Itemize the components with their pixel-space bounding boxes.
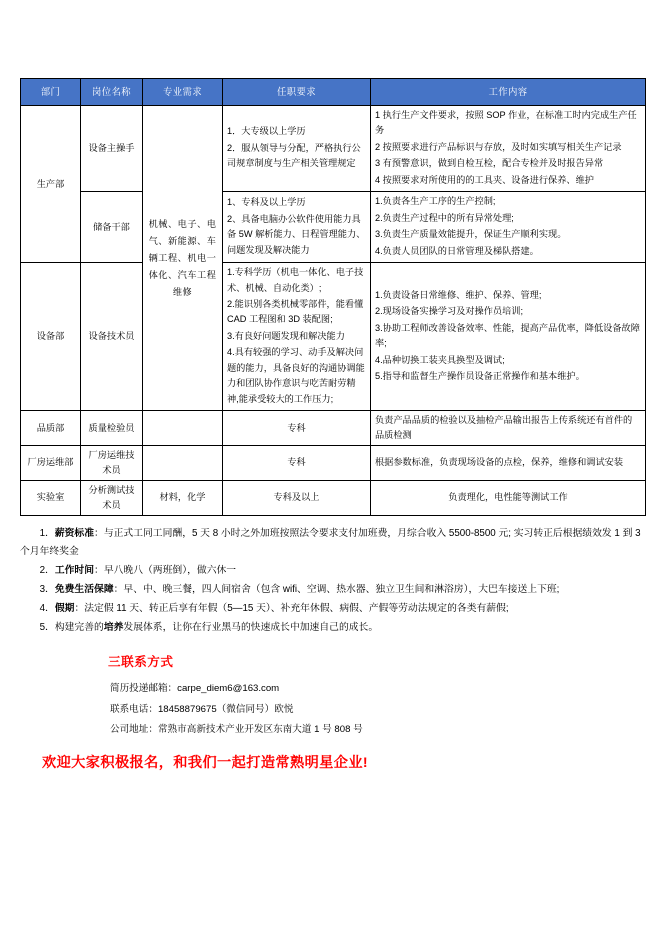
cell-major-merged: 机械、电子、电气、新能源、车辆工程、机电一体化、汽车工程维修 [143,106,223,411]
cell-duties: 负责产品品质的检验以及抽检产品输出报告上传系统还有首件的品质检测 [371,411,646,446]
benefit-label: 薪资标准 [54,527,95,539]
cell-department: 品质部 [21,411,81,446]
duty-item: 1.负责各生产工序的生产控制; [375,196,496,207]
cell-duties [371,192,646,263]
cell-duties [371,106,646,192]
benefit-item-5 [20,619,645,638]
benefit-number: 4． [39,602,55,614]
duties-list [375,288,641,385]
benefit-label: 假期 [54,602,75,614]
contact-details [110,679,645,739]
table-row [21,192,646,263]
col-header-major: 专业需求 [143,79,223,106]
cell-requirements [223,106,371,192]
benefit-item-2 [20,562,645,581]
contact-phone-line: 联系电话：18458879675（微信同号）欧悦 [110,703,294,715]
requirements-list [227,195,366,258]
table-header [21,79,646,106]
closing-slogan: 欢迎大家积极报名，和我们一起打造常熟明星企业! [42,754,369,771]
cell-post: 质量检验员 [81,411,143,446]
cell-major: 材料，化学 [143,480,223,515]
cell-duties [371,263,646,411]
requirement-item: 4.具有较强的学习、动手及解决问题的能力，具备良好的沟通协调能力和团队协作意识与吃苦耐劳精神,能承受较大的工作压力; [227,347,365,404]
requirements-list [227,265,366,407]
cell-major [143,411,223,446]
benefit-text: ：早八晚八（两班倒），做六休一 [94,565,237,577]
cell-post: 厂房运维技术员 [81,445,143,480]
duty-item: 1.负责设备日常维修、维护、保养、管理; [375,289,542,300]
cell-post: 设备主操手 [81,106,143,192]
duty-item: 2.现场设备实操学习及对操作员培训; [375,306,524,317]
duty-item: 5.指导和监督生产操作员设备正常操作和基本维护。 [375,371,585,382]
duty-item: 3.协助工程师改善设备效率、性能，提高产品优率，降低设备故障率; [375,322,640,349]
benefit-number: 3． [39,583,55,595]
benefit-prefix: 构建完善的 [54,621,104,633]
cell-duties: 负责理化，电性能等测试工作 [371,480,646,515]
duty-item: 3.负责生产质量效能提升，保证生产顺利实现。 [375,229,567,240]
table-row [21,480,646,515]
col-header-post: 岗位名称 [81,79,143,106]
cell-department: 设备部 [21,263,81,411]
requirements-list [227,124,366,171]
table-row [21,411,646,446]
duty-item: 4 按照要求对所使用的的工具夹、设备进行保养、维护 [375,174,594,185]
benefit-number: 1． [39,527,55,539]
contact-address-line: 公司地址：常熟市高新技术产业开发区东南大道 1 号 808 号 [110,723,363,735]
benefit-label: 免费生活保障 [54,583,114,595]
cell-requirements: 专科及以上 [223,480,371,515]
duties-list [375,194,641,259]
benefit-number: 2． [39,565,55,577]
requirement-item: 2．服从领导与分配，严格执行公司规章制度与生产相关管理规定 [227,142,361,169]
benefit-item-3 [20,581,645,600]
duty-item: 4.负责人员团队的日常管理及梯队搭建。 [375,245,539,256]
duty-item: 2 按照要求进行产品标识与存放，及时如实填写相关生产记录 [375,141,622,152]
benefits-section [20,525,645,638]
duty-item: 1 执行生产文件要求，按照 SOP 作业，在标准工时内完成生产任务 [375,110,637,136]
cell-department: 生产部 [21,106,81,263]
requirement-item: 1、专科及以上学历 [227,197,306,208]
col-header-duties: 工作内容 [371,79,646,106]
table-row [21,263,646,411]
col-header-department: 部门 [21,79,81,106]
duty-item: 2.负责生产过程中的所有异常处理; [375,212,514,223]
cell-requirements [223,263,371,411]
table-row [21,445,646,480]
cell-requirements [223,192,371,263]
col-header-requirements: 任职要求 [223,79,371,106]
benefit-item-4 [20,600,645,619]
requirement-item: 1．大专级以上学历 [227,126,306,137]
benefit-text: ：法定假 11 天、转正后享有年假（5—15 天）、补充年休假、病假、产假等劳动法规定的各类有薪假; [74,602,509,614]
duty-item: 3 有预警意识，做到自检互检，配合专检并及时报告异常 [375,158,604,169]
cell-requirements: 专科 [223,445,371,480]
table-body [21,106,646,516]
benefit-text: ：与正式工同工同酬，5 天 8 小时之外加班按照法令要求支付加班费，月综合收入 5500-8500 元; 实习转正后根据绩效发 1 到 3 个月年终奖金 [20,527,641,558]
benefit-text: ：早、中、晚三餐，四人间宿舍（包含 wifi、空调、热水器、独立卫生间和淋浴房），大巴车接送上下班; [113,583,560,595]
job-listing-table [20,78,646,516]
cell-post: 储备干部 [81,192,143,263]
cell-duties: 根据参数标准，负责现场设备的点检，保养，维修和调试安装 [371,445,646,480]
contact-email-line: 简历投递邮箱：carpe_diem6@163.com [110,683,280,695]
duties-list [375,108,641,188]
cell-major [143,445,223,480]
duty-item: 4.品种切换工装夹具换型及调试; [375,354,505,365]
table-row [21,106,646,192]
cell-department: 厂房运维部 [21,445,81,480]
cell-requirements: 专科 [223,411,371,446]
contact-section-title: 三联系方式 [108,655,174,670]
table-header-row [21,79,646,106]
requirement-item: 3.有良好问题发现和解决能力 [227,330,345,341]
benefit-label: 培养 [103,621,124,633]
requirement-item: 1.专科学历（机电一体化、电子技术、机械、自动化类）; [227,267,364,293]
benefit-text: 发展体系，让你在行业黑马的快速成长中加速自己的成长。 [123,621,379,633]
cell-post: 设备技术员 [81,263,143,411]
benefit-label: 工作时间 [54,565,95,577]
requirement-item: 2、具备电脑办公软件使用能力具备 5W 解析能力、日程管理能力、问题发现及解决能力 [227,213,366,255]
requirement-item: 2.能识别各类机械零部件，能看懂 CAD 工程图和 3D 装配图; [227,298,364,325]
benefit-number: 5． [39,621,55,633]
cell-post: 分析测试技术员 [81,480,143,515]
cell-department: 实验室 [21,480,81,515]
benefit-item-1 [20,525,645,563]
